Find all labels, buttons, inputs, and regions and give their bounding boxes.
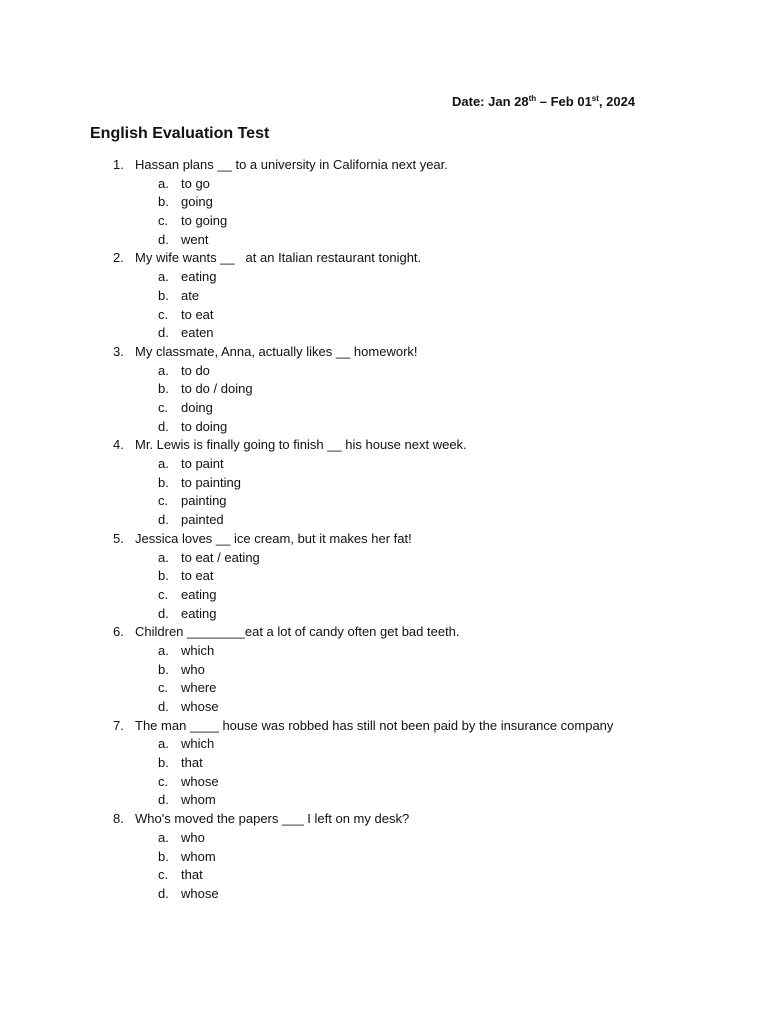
option-item [0, 287, 768, 306]
option-letter: d. [158, 605, 169, 621]
option-letter: d. [158, 885, 169, 901]
option-text: who [181, 829, 205, 845]
question-text: Jessica loves __ ice cream, but it makes her fat! [135, 530, 412, 546]
option-letter: a. [158, 549, 169, 565]
option-item [0, 642, 768, 661]
option-letter: c. [158, 773, 169, 789]
question-text: Children ________eat a lot of candy often get bad teeth. [135, 624, 460, 640]
question-number: 1. [113, 157, 124, 172]
option-text: to eat / eating [181, 549, 260, 565]
option-text: eating [181, 269, 217, 285]
option-text: to eat [181, 568, 214, 584]
option-item [0, 212, 768, 231]
option-item [0, 605, 768, 624]
option-letter: c. [158, 493, 169, 509]
test-date [452, 93, 635, 111]
option-letter: a. [158, 269, 169, 285]
option-item [0, 866, 768, 885]
option-item [0, 829, 768, 848]
option-list [0, 175, 768, 250]
option-list [0, 829, 768, 904]
option-text: doing [181, 399, 213, 415]
option-text: where [181, 680, 217, 696]
option-item [0, 885, 768, 904]
option-text: whose [181, 773, 219, 789]
option-letter: c. [158, 680, 169, 696]
question-number: 5. [113, 530, 124, 546]
date-middle: – Feb 01 [536, 94, 592, 109]
option-item [0, 175, 768, 194]
option-text: which [181, 736, 215, 752]
option-item [0, 492, 768, 511]
option-item [0, 698, 768, 717]
page-title: English Evaluation Test [90, 125, 270, 142]
option-item [0, 661, 768, 680]
option-list [0, 268, 768, 343]
option-text: whose [181, 699, 219, 715]
option-item [0, 791, 768, 810]
question-number: 3. [113, 343, 124, 359]
question-item [0, 249, 768, 342]
option-text: painted [181, 512, 224, 528]
option-letter: b. [158, 848, 169, 864]
option-text: to painting [181, 474, 241, 490]
option-item [0, 324, 768, 343]
question-number: 2. [113, 250, 124, 266]
question-text: My wife wants __ at an Italian restaurant tonight. [135, 250, 422, 266]
option-item [0, 231, 768, 250]
option-list [0, 362, 768, 437]
question-number: 8. [113, 811, 124, 827]
option-text: that [181, 755, 203, 771]
option-text: went [181, 231, 209, 247]
option-letter: b. [158, 474, 169, 490]
question-text: Hassan plans __ to a university in California next year. [135, 157, 448, 172]
question-item [0, 717, 768, 810]
option-item [0, 306, 768, 325]
option-item [0, 193, 768, 212]
option-letter: d. [158, 325, 169, 341]
date-prefix: Date: Jan 28 [452, 94, 529, 109]
option-item [0, 754, 768, 773]
option-text: going [181, 194, 213, 210]
option-text: eaten [181, 325, 214, 341]
option-list [0, 642, 768, 717]
option-letter: d. [158, 231, 169, 247]
option-list [0, 735, 768, 810]
option-text: eating [181, 586, 217, 602]
option-letter: b. [158, 755, 169, 771]
option-letter: c. [158, 399, 169, 415]
option-letter: a. [158, 829, 169, 845]
option-text: whose [181, 885, 219, 901]
option-item [0, 549, 768, 568]
option-letter: c. [158, 586, 169, 602]
question-item [0, 343, 768, 436]
option-item [0, 380, 768, 399]
option-item [0, 455, 768, 474]
question-text: Who's moved the papers ___ I left on my desk? [135, 811, 410, 827]
date-year: , 2024 [598, 94, 636, 109]
option-text: ate [181, 287, 200, 303]
option-letter: d. [158, 792, 169, 808]
option-letter: c. [158, 867, 169, 883]
option-text: which [181, 642, 215, 658]
question-item [0, 156, 768, 249]
option-item [0, 399, 768, 418]
option-letter: d. [158, 418, 169, 434]
option-text: to eat [181, 306, 214, 322]
option-list [0, 549, 768, 624]
option-letter: b. [158, 287, 169, 303]
date-ordinal-suffix-2: st [591, 94, 599, 103]
option-letter: c. [158, 213, 169, 229]
option-text: whom [181, 848, 216, 864]
option-letter: b. [158, 661, 169, 677]
option-list [0, 455, 768, 530]
option-text: to doing [181, 418, 228, 434]
option-letter: a. [158, 456, 169, 472]
option-text: that [181, 867, 203, 883]
option-item [0, 586, 768, 605]
option-item [0, 848, 768, 867]
option-letter: c. [158, 306, 169, 322]
option-letter: b. [158, 194, 169, 210]
option-text: painting [181, 493, 227, 509]
option-item [0, 418, 768, 437]
option-letter: d. [158, 512, 169, 528]
question-list [0, 156, 768, 904]
option-text: to go [181, 175, 210, 191]
option-item [0, 511, 768, 530]
option-text: to do / doing [181, 381, 253, 397]
question-number: 4. [113, 437, 124, 453]
option-letter: d. [158, 699, 169, 715]
option-text: to do [181, 362, 210, 378]
option-item [0, 773, 768, 792]
option-letter: a. [158, 175, 169, 191]
option-item [0, 362, 768, 381]
option-text: who [181, 661, 205, 677]
option-letter: a. [158, 736, 169, 752]
question-text: Mr. Lewis is finally going to finish __ his house next week. [135, 437, 467, 453]
date-ordinal-suffix-1: th [528, 94, 537, 103]
option-text: whom [181, 792, 216, 808]
option-item [0, 735, 768, 754]
option-letter: b. [158, 568, 169, 584]
option-letter: a. [158, 642, 169, 658]
question-item [0, 810, 768, 903]
option-text: to paint [181, 456, 224, 472]
option-item [0, 268, 768, 287]
option-item [0, 679, 768, 698]
question-item [0, 623, 768, 716]
option-item [0, 567, 768, 586]
option-letter: a. [158, 362, 169, 378]
question-item [0, 530, 768, 623]
question-item [0, 436, 768, 529]
option-letter: b. [158, 381, 169, 397]
question-text: The man ____ house was robbed has still not been paid by the insurance company [135, 717, 614, 733]
option-text: to going [181, 213, 228, 229]
option-text: eating [181, 605, 217, 621]
question-number: 6. [113, 624, 124, 640]
option-item [0, 474, 768, 493]
question-text: My classmate, Anna, actually likes __ homework! [135, 343, 418, 359]
question-number: 7. [113, 717, 124, 733]
